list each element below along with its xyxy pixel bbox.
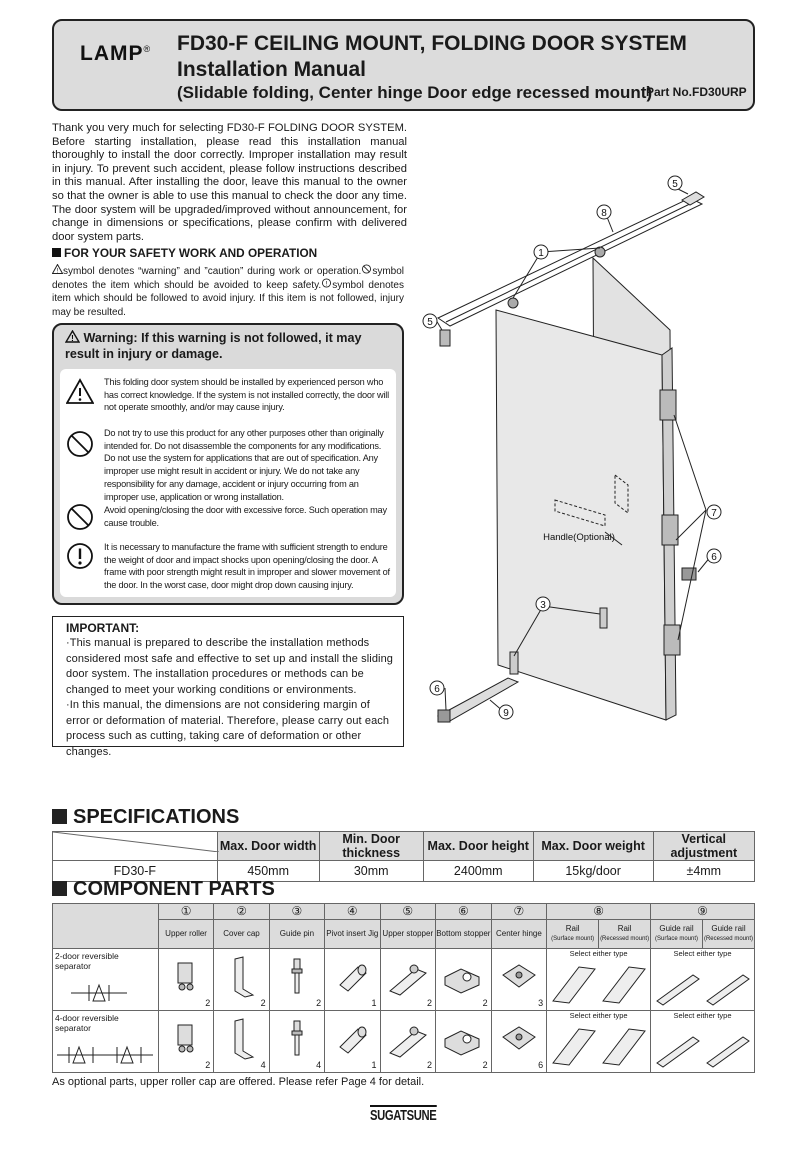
spec-value: ±4mm [653,861,754,882]
table-row [53,949,755,1011]
guide-pin-part-image [277,955,317,999]
warning-triangle-icon [52,264,63,274]
spec-col-header: Max. Door height [423,832,533,861]
lamp-logo: LAMP® [80,42,152,65]
spec-corner [53,832,218,861]
rail-part-image [549,1023,649,1069]
prohibition-icon [361,264,372,274]
important-heading: IMPORTANT: [66,621,140,635]
title-line-2: Installation Manual [177,58,367,81]
part-cell [269,1011,324,1073]
spec-value: 30mm [319,861,423,882]
part-name-guide-rail-surface: Guide rail (Surface mount) [651,920,703,949]
callout-7: 7 [711,508,717,519]
part-cell [158,949,213,1011]
title-line-1: FD30-F CEILING MOUNT, FOLDING DOOR SYSTEM [177,32,687,55]
rail-cell [547,1011,651,1073]
pivot-insert-jig-part-image [332,955,372,999]
quantity: 1 [371,1060,377,1070]
quantity: 2 [482,1060,488,1070]
center-hinge-part-image [497,1017,541,1061]
callout-5: 5 [427,317,433,328]
svg-text:!: ! [56,268,59,274]
guide-rail-part-image [653,1023,753,1069]
part-name-center-hinge: Center hinge [491,920,547,949]
mandatory-icon [66,542,94,570]
intro-paragraph: Thank you very much for selecting FD30-F FOLDING DOOR SYSTEM. Before starting installation, please read this installation manual thoroughly to install the door correctly. Improper installation may result in injury. To prevent such accident, please follow instructions described in this manual. After installing the door, leave this manual to the owner so that the owner is able to use this manual to check the door any time. The door system will be upgraded/improved without announcement, for change in dimensions or specifications, please confirm with delivered door system parts. [52,122,407,243]
callout-8: 8 [601,208,607,219]
part-cell [491,1011,547,1073]
separator-diagram [71,981,131,1005]
part-cell [269,949,324,1011]
callout-5: 5 [672,179,678,190]
select-either-type: Select either type [569,1011,628,1020]
upper-roller [508,298,518,308]
row-label: 4-door reversible separator [53,1011,159,1073]
comp-corner [53,904,159,949]
warning-item-4: It is necessary to manufacture the frame with sufficient strength to endure the weight of door and impact shocks upon opening/closing the door. A frame with poor strength might result in improper and slower movement of the door. In the worst case, door might drop down causing injury. [104,542,390,591]
quantity: 2 [482,998,488,1008]
part-number-2: ② [214,904,269,920]
handle-label: Handle(Optional) [543,532,615,543]
callout-6: 6 [711,552,717,563]
part-cell [214,949,269,1011]
prohibition-icon [66,503,94,531]
rail-cell [547,949,651,1011]
part-name-guide-rail-recessed: Guide rail (Recessed mount) [702,920,754,949]
quantity: 1 [371,998,377,1008]
part-name-rail-surface: Rail (Surface mount) [547,920,599,949]
title-line-3: (Slidable folding, Center hinge Door edge recessed mount) [177,83,653,102]
part-number-6: ⑥ [436,904,492,920]
rail-cell [651,1011,755,1073]
part-cell [436,1011,492,1073]
spec-value: 15kg/door [533,861,653,882]
mandatory-icon [321,278,332,288]
part-number-7: ⑦ [491,904,547,920]
component-parts-table [52,903,755,1073]
quantity: 2 [205,998,211,1008]
warning-item-2: Do not try to use this product for any other purposes other than originally intended for. Do not disassemble the components for any modifications. Do not use the system for applications that are out of specification. Any improper use might result in accident or injury. We do not take any responsibility for any damage, accident or injury occurring from an improper use, application or wrong installation. [104,428,384,502]
guide-pin [600,608,607,628]
quantity: 4 [260,1060,266,1070]
warning-heading: ! Warning: If this warning is not followed, it may result in injury or damage. [65,331,362,361]
part-cell [380,949,436,1011]
quantity: 3 [538,998,544,1008]
upper-stopper-part-image [386,1017,430,1061]
upper-stopper-part-image [386,955,430,999]
select-either-type: Select either type [673,1011,732,1020]
warning-item-3: Avoid opening/closing the door with excessive force. Such operation may cause trouble. [104,505,387,528]
part-number-8: ⑧ [547,904,651,920]
spec-col-header: Min. Door thickness [319,832,423,861]
center-hinge [664,625,680,655]
rail-cell [651,949,755,1011]
svg-text:!: ! [71,334,74,343]
part-number-1: ① [158,904,213,920]
part-number-5: ⑤ [380,904,436,920]
part-name-cover-cap: Cover cap [214,920,269,949]
spec-col-header: Max. Door width [217,832,319,861]
upper-roller-part-image [166,955,206,999]
part-name-upper-roller: Upper roller [158,920,213,949]
part-cell [380,1011,436,1073]
optional-parts-note: As optional parts, upper roller cap are offered. Please refer Page 4 for detail. [52,1076,425,1088]
bottom-stopper-part-image [441,1017,485,1061]
diagonal-line [53,832,219,852]
door-panel-front [496,310,666,720]
callout-3: 3 [540,600,546,611]
center-hinge [662,515,678,545]
quantity: 2 [316,998,322,1008]
part-cell [325,1011,380,1073]
center-hinge-part-image [497,955,541,999]
spec-value: 2400mm [423,861,533,882]
spec-model: FD30-F [53,861,218,882]
cover-cap-part-image [221,955,261,999]
quantity: 2 [427,998,433,1008]
sugatsune-logo: SUGATSUNE [370,1107,437,1124]
guide-rail-part-image [653,961,753,1007]
part-cell [325,949,380,1011]
rail-part-image [549,961,649,1007]
part-number-4: ④ [325,904,380,920]
spec-col-header: Vertical adjustment [653,832,754,861]
center-hinge [660,390,676,420]
spec-value: 450mm [217,861,319,882]
part-cell [158,1011,213,1073]
warning-item-1: This folding door system should be installed by experienced person who has correct knowledge. If the system is not installed correctly, the door will not operate smoothly, and/or may cause injury. [104,377,389,413]
part-name-rail-recessed: Rail (Recessed mount) [599,920,651,949]
component-parts-heading: COMPONENT PARTS [52,878,275,901]
upper-roller-part-image [166,1017,206,1061]
part-name-pivot-insert-jig: Pivot insert Jig [325,920,380,949]
prohibition-icon [66,430,94,458]
specifications-heading: SPECIFICATIONS [52,806,239,829]
part-cell [491,949,547,1011]
quantity: 6 [538,1060,544,1070]
bottom-stopper-part-image [441,955,485,999]
part-name-upper-stopper: Upper stopper [380,920,436,949]
spec-col-header: Max. Door weight [533,832,653,861]
part-cell [214,1011,269,1073]
callout-6: 6 [434,684,440,695]
part-number: Part No.FD30URP [646,85,747,99]
bottom-stopper-part [682,568,696,580]
table-row [53,1011,755,1073]
safety-text: ! symbol denotes “warning” and ”caution” during work or operation. symbol denotes the item which should be avoided to keep safety. ! symbol denotes item which should be followed to avoid injury. If this item is not followed, injury may be resulted. [52,266,404,318]
select-either-type: Select either type [673,949,732,958]
specifications-table [52,831,755,882]
callout-9: 9 [503,708,509,719]
folding-door-illustration [410,170,740,730]
safety-heading: FOR YOUR SAFETY WORK AND OPERATION [52,246,317,260]
separator-diagram [57,1043,153,1067]
svg-text:!: ! [325,280,328,288]
callout-1: 1 [538,248,544,259]
quantity: 4 [316,1060,322,1070]
quantity: 2 [260,998,266,1008]
part-number-9: ⑨ [651,904,755,920]
important-item-1: ·This manual is prepared to describe the installation methods considered most safe and effective to set up and install the sliding door system. The installation procedures or methods can be changed to meet your working conditions or environments. [66,637,394,696]
part-cell [436,949,492,1011]
cover-cap-part-image [221,1017,261,1061]
guide-pin-part-image [277,1017,317,1061]
quantity: 2 [427,1060,433,1070]
quantity: 2 [205,1060,211,1070]
select-either-type: Select either type [569,949,628,958]
part-number-3: ③ [269,904,324,920]
row-label: 2-door reversible separator [53,949,159,1011]
warning-triangle-icon [66,378,94,406]
part-name-bottom-stopper: Bottom stopper [436,920,492,949]
part-name-guide-pin: Guide pin [269,920,324,949]
important-item-2: ·In this manual, the dimensions are not considering margin of error or deformation of material. Therefore, please carry out each process such as cutting, taking care of deformation or other changes. [66,699,390,758]
pivot-insert-jig-part-image [332,1017,372,1061]
warning-triangle-icon [65,330,80,343]
